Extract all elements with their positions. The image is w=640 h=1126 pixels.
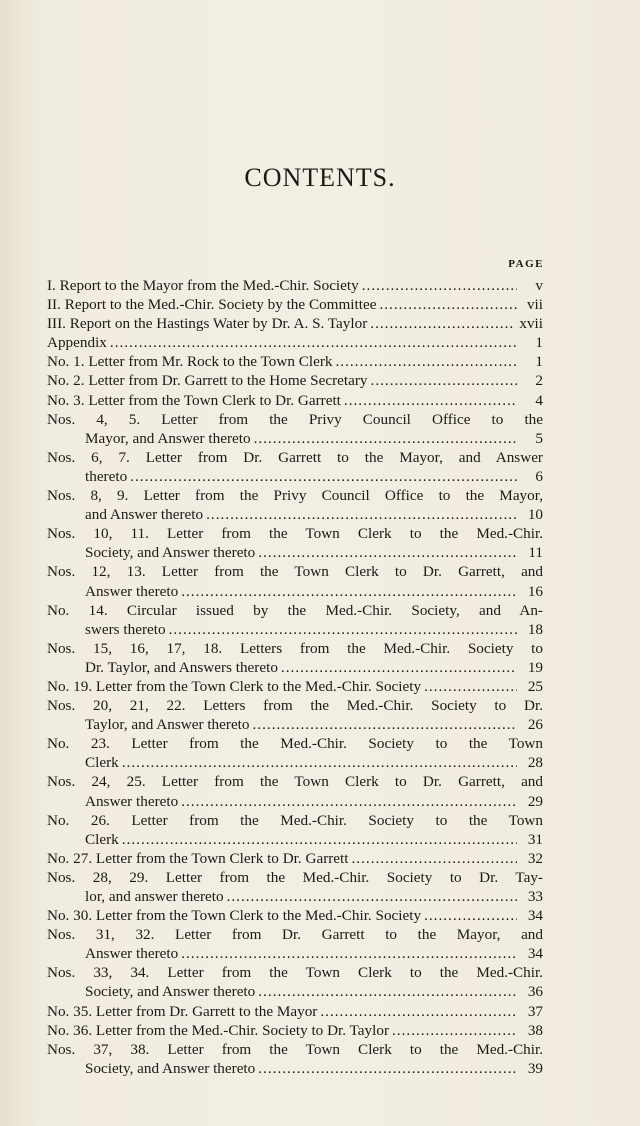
dot-leader [379, 295, 517, 314]
toc-entry-text: No. 30. Letter from the Town Clerk to the Med.-Chir. Society [47, 907, 422, 925]
toc-entry-continuation [47, 505, 543, 524]
toc-entry-continuation [47, 792, 543, 811]
dot-leader [392, 1021, 517, 1040]
dot-leader [362, 276, 517, 295]
toc-entry-text: Answer thereto [85, 945, 179, 963]
toc-entry [47, 963, 543, 1001]
toc-entry-line [47, 333, 543, 352]
toc-page-number: xvii [519, 315, 543, 333]
toc-entry-text: Answer thereto [85, 582, 179, 600]
toc-entry-line [47, 1040, 543, 1059]
toc-entry-text: No. 35. Letter from Dr. Garrett to the Mayor [47, 1002, 318, 1020]
toc-entry-text: Nos. 4, 5. Letter from the Privy Council Office to the [47, 410, 543, 428]
toc-entry-line [47, 963, 543, 982]
toc-page-number: 36 [527, 983, 543, 1001]
dot-leader [335, 352, 517, 371]
toc-entry [47, 410, 543, 448]
toc-entry [47, 639, 543, 677]
dot-leader [258, 543, 517, 562]
toc-entry [47, 925, 543, 963]
toc-entry-line [47, 524, 543, 543]
toc-entry-text: Nos. 33, 34. Letter from the Town Clerk to the Med.-Chir. [47, 964, 543, 982]
toc-entry [47, 868, 543, 906]
toc-page-number: 39 [527, 1059, 543, 1077]
toc-entry-text: Nos. 37, 38. Letter from the Town Clerk to the Med.-Chir. [47, 1040, 543, 1058]
toc-entry-text: and Answer thereto [85, 506, 204, 524]
dot-leader [122, 753, 517, 772]
toc-page-number: vii [526, 296, 543, 314]
dot-leader [110, 333, 517, 352]
dot-leader [181, 582, 517, 601]
toc-entry-text: No. 1. Letter from Mr. Rock to the Town Clerk [47, 353, 333, 371]
toc-entry-line [47, 352, 543, 371]
toc-page-number: 29 [527, 792, 543, 810]
toc-entry-line [47, 314, 543, 333]
dot-leader [253, 715, 518, 734]
toc-page-number: 11 [528, 544, 543, 562]
toc-page-number: 10 [527, 506, 543, 524]
toc-page-number: 5 [535, 429, 543, 447]
toc-entry [47, 391, 543, 410]
toc-entry-line [47, 639, 543, 658]
toc-entry-line [47, 925, 543, 944]
toc-entry-text: No. 2. Letter from Dr. Garrett to the Home Secretary [47, 372, 368, 390]
toc-entry-line [47, 410, 543, 429]
toc-entry-line [47, 1002, 543, 1021]
toc-page-number: 16 [527, 582, 543, 600]
toc-entry-continuation [47, 658, 543, 677]
toc-page-number: 19 [527, 658, 543, 676]
toc-entry-text: thereto [85, 467, 128, 485]
toc-page-number: 1 [535, 353, 543, 371]
toc-entry-line [47, 906, 543, 925]
dot-leader [352, 849, 518, 868]
toc-entry-text: No. 23. Letter from the Med.-Chir. Society to the Town [47, 735, 543, 753]
toc-entry [47, 772, 543, 810]
toc-page-number: 34 [527, 907, 543, 925]
dot-leader [181, 944, 517, 963]
dot-leader [227, 887, 517, 906]
toc-entry-text: Nos. 8, 9. Letter from the Privy Council Office to the Mayor, [47, 487, 543, 505]
toc-entry [47, 1002, 543, 1021]
toc-entry-line [47, 562, 543, 581]
toc-entry-text: II. Report to the Med.-Chir. Society by the Committee [47, 296, 377, 314]
toc-entry-text: Nos. 15, 16, 17, 18. Letters from the Med.-Chir. Society to [47, 639, 543, 657]
toc-page-number: 6 [535, 467, 543, 485]
toc-entry-text: No. 36. Letter from the Med.-Chir. Society to Dr. Taylor [47, 1021, 389, 1039]
toc-page-number: 34 [527, 945, 543, 963]
toc-entry-line [47, 734, 543, 753]
dot-leader [424, 906, 517, 925]
toc-page-number: 25 [527, 677, 543, 695]
toc-entry-continuation [47, 944, 543, 963]
toc-entry-line [47, 868, 543, 887]
dot-leader [344, 391, 517, 410]
toc-page-number: 26 [527, 716, 543, 734]
toc-entry-line [47, 295, 543, 314]
toc-page-number: 37 [527, 1002, 543, 1020]
toc-entry [47, 601, 543, 639]
toc-entry-continuation [47, 982, 543, 1001]
toc-entry-continuation [47, 582, 543, 601]
toc-page-number: 31 [527, 830, 543, 848]
toc-entry-text: Nos. 31, 32. Letter from Dr. Garrett to the Mayor, and [47, 926, 543, 944]
toc-entry-line [47, 486, 543, 505]
toc-entry-text: III. Report on the Hastings Water by Dr. A. S. Taylor [47, 315, 368, 333]
toc-entry-continuation [47, 543, 543, 562]
toc-page-number: v [535, 277, 543, 294]
toc-entry-line [47, 448, 543, 467]
page-title: CONTENTS. [244, 163, 396, 192]
toc-entry [47, 696, 543, 734]
toc-entry [47, 352, 543, 371]
toc-page-number: 32 [527, 849, 543, 867]
toc-entry-text: Society, and Answer thereto [85, 1059, 256, 1077]
toc-entry-text: No. 27. Letter from the Town Clerk to Dr. Garrett [47, 849, 349, 867]
dot-leader [254, 429, 517, 448]
toc-entry-line [47, 371, 543, 390]
toc-entry-text: Nos. 12, 13. Letter from the Town Clerk to Dr. Garrett, and [47, 563, 543, 581]
toc-entry-text: Nos. 28, 29. Letter from the Med.-Chir. Society to Dr. Tay- [47, 868, 543, 886]
toc-entry-continuation [47, 467, 543, 486]
toc-entry [47, 295, 543, 314]
toc-entry-text: Clerk [85, 754, 119, 772]
toc-entry [47, 1040, 543, 1078]
dot-leader [258, 1059, 517, 1078]
toc-entry-line [47, 1021, 543, 1040]
toc-entry [47, 524, 543, 562]
toc-entry [47, 333, 543, 352]
toc-entry-continuation [47, 429, 543, 448]
toc-entry-text: Nos. 20, 21, 22. Letters from the Med.-Chir. Society to Dr. [47, 697, 543, 715]
toc-entry-continuation [47, 1059, 543, 1078]
toc-page-number: 28 [527, 754, 543, 772]
dot-leader [169, 620, 517, 639]
toc-entry-continuation [47, 887, 543, 906]
toc-entry-text: Answer thereto [85, 792, 179, 810]
toc-entry-text: Dr. Taylor, and Answers thereto [85, 658, 278, 676]
dot-leader [130, 467, 517, 486]
toc-entry-continuation [47, 715, 543, 734]
toc-entry-line [47, 601, 543, 620]
toc-page-number: 18 [527, 620, 543, 638]
dot-leader [281, 658, 517, 677]
toc-entry-text: Taylor, and Answer thereto [85, 716, 250, 734]
toc-entry [47, 276, 543, 295]
toc-entry-text: swers thereto [85, 620, 166, 638]
toc-entry-line [47, 696, 543, 715]
toc-entry-text: Society, and Answer thereto [85, 544, 256, 562]
toc-entry [47, 906, 543, 925]
toc-entry-text: No. 19. Letter from the Town Clerk to the Med.-Chir. Society [47, 677, 422, 695]
toc-entry-continuation [47, 753, 543, 772]
toc-entry-text: Mayor, and Answer thereto [85, 429, 251, 447]
toc-entry-text: No. 3. Letter from the Town Clerk to Dr. Garrett [47, 391, 341, 409]
toc-entry [47, 314, 543, 333]
toc-entry-line [47, 276, 543, 295]
toc-entry [47, 811, 543, 849]
toc-entry [47, 371, 543, 390]
toc-entry-line [47, 849, 543, 868]
toc-page-number: 33 [527, 888, 543, 905]
dot-leader [424, 677, 517, 696]
table-of-contents [47, 276, 543, 1078]
toc-page-number: 1 [535, 334, 543, 352]
dot-leader [122, 830, 517, 849]
toc-entry [47, 562, 543, 600]
page-column-label: PAGE [508, 258, 544, 270]
toc-entry-continuation [47, 620, 543, 639]
toc-entry [47, 448, 543, 486]
toc-page-number: 2 [535, 372, 543, 390]
toc-entry [47, 677, 543, 696]
dot-leader [258, 982, 517, 1001]
toc-entry-text: Nos. 24, 25. Letter from the Town Clerk to Dr. Garrett, and [47, 773, 543, 791]
toc-entry-continuation [47, 830, 543, 849]
dot-leader [206, 505, 517, 524]
toc-entry-line [47, 391, 543, 410]
toc-entry-line [47, 772, 543, 791]
toc-entry-text: Clerk [85, 830, 119, 848]
toc-entry [47, 849, 543, 868]
toc-entry-text: Society, and Answer thereto [85, 983, 256, 1001]
dot-leader [320, 1002, 517, 1021]
toc-entry-text: Nos. 6, 7. Letter from Dr. Garrett to the Mayor, and Answer [47, 448, 543, 466]
dot-leader [371, 371, 517, 390]
toc-entry [47, 1021, 543, 1040]
toc-page-number: 4 [535, 391, 543, 409]
toc-entry-text: lor, and answer thereto [85, 888, 224, 905]
toc-entry-line [47, 811, 543, 830]
toc-entry [47, 734, 543, 772]
toc-entry-line [47, 677, 543, 696]
toc-entry-text: Nos. 10, 11. Letter from the Town Clerk to the Med.-Chir. [47, 525, 543, 543]
toc-entry [47, 486, 543, 524]
dot-leader [181, 792, 517, 811]
toc-entry-text: No. 14. Circular issued by the Med.-Chir. Society, and An- [47, 601, 543, 619]
toc-page-number: 38 [527, 1021, 543, 1039]
toc-entry-text: No. 26. Letter from the Med.-Chir. Society to the Town [47, 811, 543, 829]
toc-entry-text: I. Report to the Mayor from the Med.-Chir. Society [47, 277, 359, 294]
dot-leader [370, 314, 515, 333]
toc-entry-text: Appendix [47, 334, 107, 352]
